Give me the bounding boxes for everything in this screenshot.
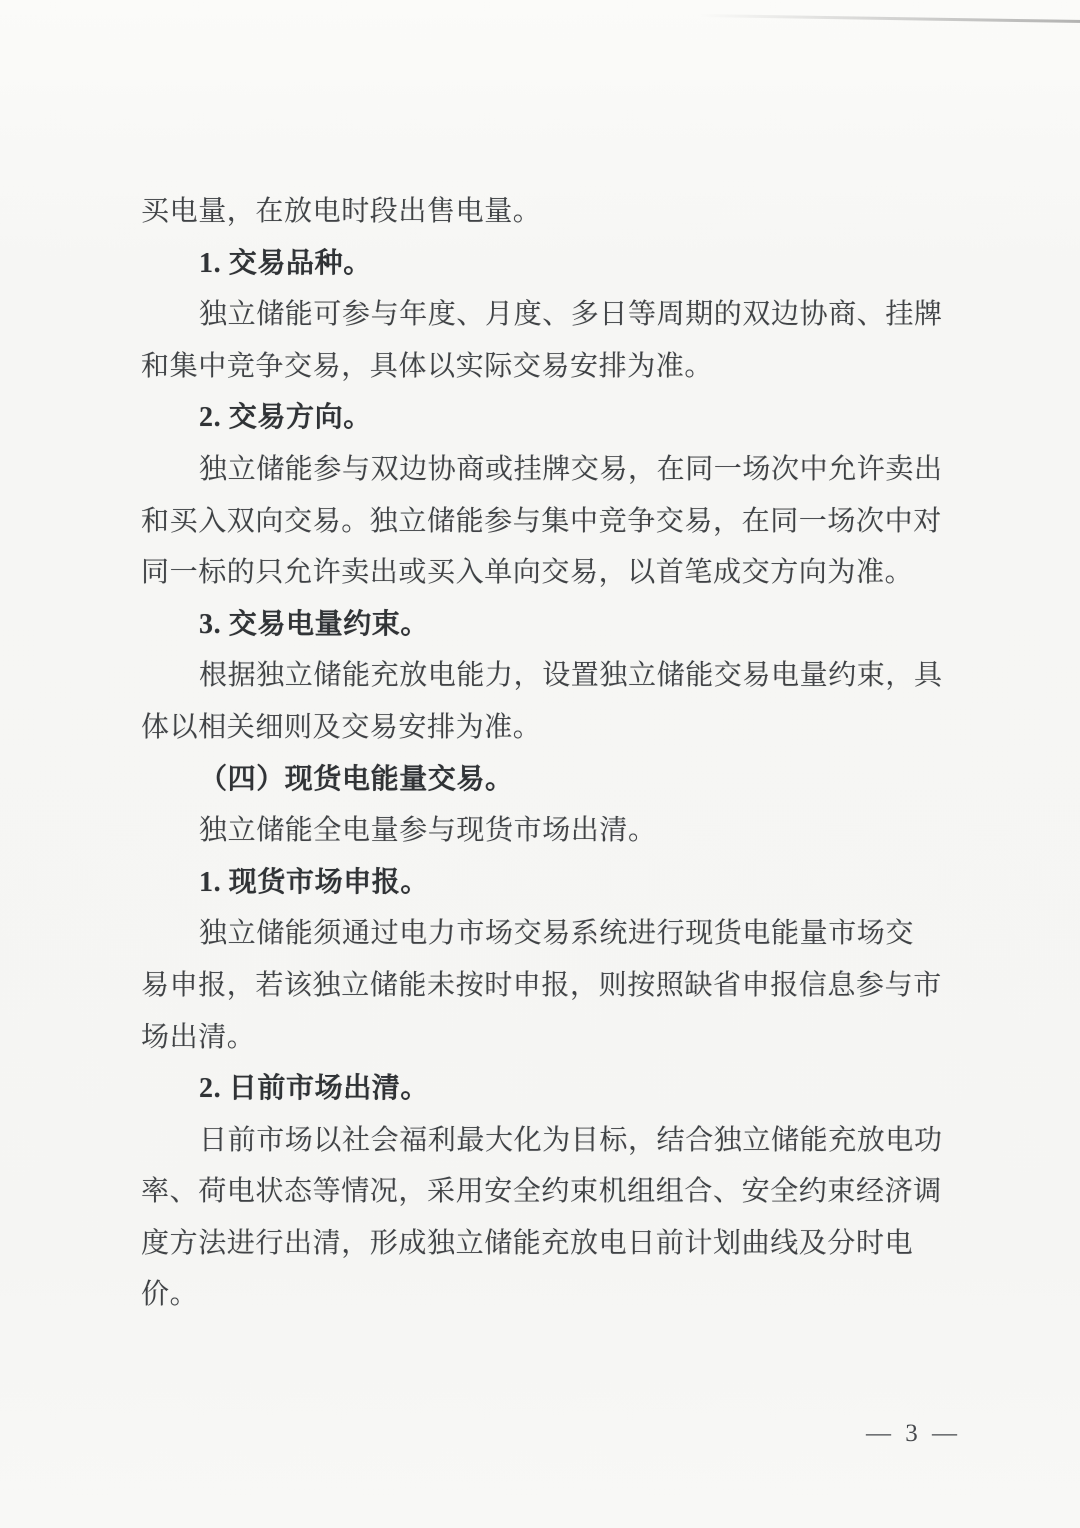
text-line: 易申报，若该独立储能未按时申报，则按照缺省申报信息参与市	[141, 969, 942, 1001]
section-heading: 2. 交易方向。	[199, 402, 372, 434]
text-line: 独立储能须通过电力市场交易系统进行现货电能量市场交	[199, 918, 915, 950]
document-body	[141, 186, 947, 1321]
text-line: 场出清。	[141, 1021, 256, 1053]
text-line: 根据独立储能充放电能力，设置独立储能交易电量约束，具	[199, 660, 943, 692]
page-number: — 3 —	[866, 1420, 961, 1447]
text-line: 度方法进行出清，形成独立储能充放电日前计划曲线及分时电	[141, 1227, 914, 1259]
text-line: 买电量，在放电时段出售电量。	[141, 196, 542, 227]
section-heading: 1. 现货市场申报。	[199, 866, 430, 898]
text-line: 和集中竞争交易，具体以实际交易安排为准。	[141, 350, 714, 382]
text-line: 日前市场以社会福利最大化为目标，结合独立储能充放电功	[199, 1124, 943, 1156]
text-line: 率、荷电状态等情况，采用安全约束机组组合、安全约束经济调	[141, 1176, 942, 1208]
section-heading: （四）现货电能量交易。	[199, 763, 514, 795]
text-line: 价。	[141, 1279, 199, 1311]
text-line: 和买入双向交易。独立储能参与集中竞争交易，在同一场次中对	[141, 505, 942, 537]
text-line: 独立储能全电量参与现货市场出清。	[199, 815, 657, 847]
text-line: 独立储能可参与年度、月度、多日等周期的双边协商、挂牌	[199, 299, 943, 331]
section-heading: 2. 日前市场出清。	[199, 1073, 430, 1105]
text-line: 独立储能参与双边协商或挂牌交易，在同一场次中允许卖出	[199, 453, 943, 485]
section-heading: 3. 交易电量约束。	[199, 608, 430, 640]
section-heading: 1. 交易品种。	[199, 247, 372, 279]
text-line: 体以相关细则及交易安排为准。	[141, 711, 542, 743]
scan-artifact-line	[700, 14, 1080, 23]
text-line: 同一标的只允许卖出或买入单向交易，以首笔成交方向为准。	[141, 557, 914, 589]
